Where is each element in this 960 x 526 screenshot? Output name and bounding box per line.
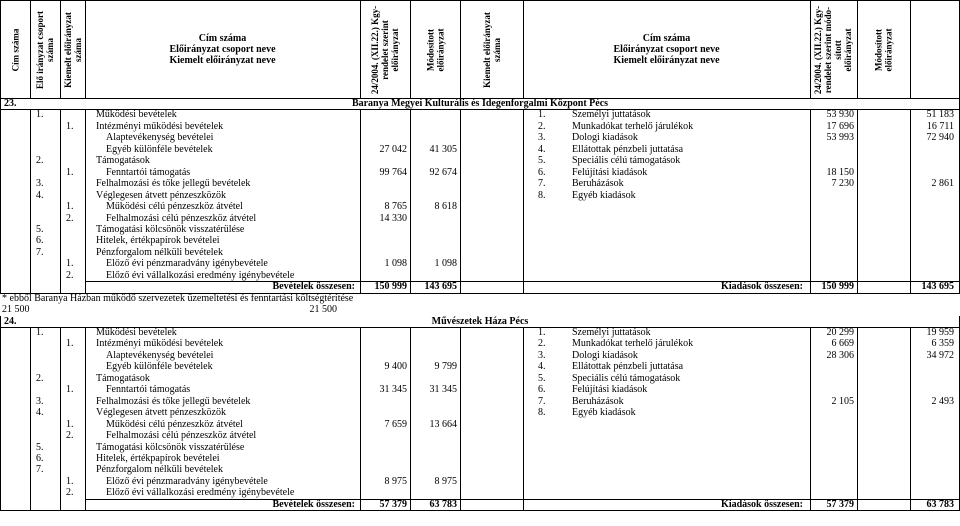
table-row bbox=[0, 407, 960, 418]
grid-line bbox=[910, 109, 911, 292]
income-total-label: Bevételek összesen: bbox=[272, 498, 355, 510]
header-modositott-eloiranyzat-text: Módosított előirányzat bbox=[425, 28, 445, 71]
expense-modified-value: 72 940 bbox=[926, 132, 954, 144]
income-item-name: Fenntartói támogatás bbox=[106, 384, 191, 396]
section-title-row bbox=[0, 98, 960, 110]
table-row bbox=[0, 144, 960, 155]
expense-item-number: 4. bbox=[538, 361, 546, 373]
grid-line bbox=[0, 98, 1, 293]
income-item-name: Működési bevételek bbox=[96, 327, 177, 338]
income-total-label: Bevételek összesen: bbox=[272, 281, 355, 293]
grid-line bbox=[30, 327, 31, 510]
header-title-line: Előirányzat csoport neve bbox=[169, 44, 276, 55]
expense-item-name: Speciális célú támogatások bbox=[572, 155, 681, 167]
table-row bbox=[0, 373, 960, 384]
item-number: 1. bbox=[66, 418, 74, 430]
footnote-text: * ebből Baranya Házban működő szervezetek üzemeltetési és fenntartási költségtérítése bbox=[2, 292, 354, 304]
expense-item-name: Ellátottak pénzbeli juttatása bbox=[572, 361, 684, 373]
income-item-name: Működési célú pénzeszköz átvétel bbox=[106, 201, 243, 213]
table-row bbox=[0, 430, 960, 441]
header-rendelet-modositott-text: 24/2004. (XII.22.) Kgy- rendelet szerint módo- sított előirányzat bbox=[813, 5, 854, 94]
grid-line bbox=[857, 327, 858, 510]
grid-line bbox=[85, 281, 960, 282]
table-row bbox=[0, 327, 960, 338]
section-number: 23. bbox=[4, 98, 17, 109]
table-row bbox=[0, 155, 960, 166]
table-row bbox=[0, 190, 960, 201]
header-title-line: Előirányzat csoport neve bbox=[613, 44, 720, 55]
grid-line bbox=[0, 510, 960, 511]
item-number: 2. bbox=[66, 487, 74, 499]
income-item-name: Véglegesen átvett pénzeszközök bbox=[96, 407, 226, 419]
group-number: 1. bbox=[36, 109, 44, 121]
header-eloiranyzat-csoport-text: Elő irányzat csoport száma bbox=[35, 10, 55, 89]
expense-total-original: 150 999 bbox=[821, 281, 854, 293]
expense-total-label: Kiadások összesen: bbox=[721, 281, 803, 293]
expense-item-name: Beruházások bbox=[572, 178, 624, 190]
group-number: 2. bbox=[36, 155, 44, 167]
grid-line bbox=[360, 109, 361, 292]
income-item-name: Véglegesen átvett pénzeszközök bbox=[96, 189, 226, 201]
grid-line bbox=[85, 327, 86, 510]
header-kiemelt-eloiranyzat-szama bbox=[460, 1, 523, 98]
table-row bbox=[0, 350, 960, 361]
table-row bbox=[0, 178, 960, 189]
expense-item-number: 7. bbox=[538, 178, 546, 190]
group-number: 1. bbox=[36, 327, 44, 338]
item-number: 2. bbox=[66, 212, 74, 224]
expense-modified-value: 19 959 bbox=[926, 327, 954, 338]
income-item-name: Hitelek, értékpapírok bevételei bbox=[96, 235, 220, 247]
income-item-name: Pénzforgalom nélküli bevételek bbox=[96, 246, 223, 258]
expense-item-number: 6. bbox=[538, 384, 546, 396]
income-item-name: Intézményi működési bevételek bbox=[96, 120, 224, 132]
expense-total-modified: 63 783 bbox=[926, 498, 954, 510]
income-original-value: 8 765 bbox=[384, 201, 407, 213]
table-row bbox=[0, 224, 960, 235]
income-item-name: Működési célú pénzeszköz átvétel bbox=[106, 418, 243, 430]
header-rendelet-modositott bbox=[810, 1, 857, 98]
grid-line bbox=[410, 109, 411, 292]
table-row bbox=[0, 247, 960, 258]
expense-item-number: 3. bbox=[538, 132, 546, 144]
expense-original-value: 53 930 bbox=[826, 109, 854, 121]
table-row bbox=[0, 396, 960, 407]
table-row bbox=[0, 361, 960, 372]
expense-item-number: 7. bbox=[538, 395, 546, 407]
table-header bbox=[0, 0, 960, 99]
income-item-name: Hitelek, értékpapírok bevételei bbox=[96, 452, 220, 464]
header-title-line: Kiemelt előirányzat neve bbox=[613, 55, 720, 66]
header-divider bbox=[910, 1, 911, 98]
income-modified-value: 92 674 bbox=[429, 166, 457, 178]
group-number: 4. bbox=[36, 407, 44, 419]
expense-item-name: Felújítási kiadások bbox=[572, 166, 648, 178]
income-total-original: 150 999 bbox=[374, 281, 407, 293]
income-item-name: Egyéb különféle bevételek bbox=[106, 361, 213, 373]
expense-modified-value: 2 493 bbox=[931, 395, 954, 407]
totals-row bbox=[0, 281, 960, 292]
header-modositott-eloiranyzat-right-text: Módosított előirányzat bbox=[873, 28, 894, 71]
income-item-name: Intézményi működési bevételek bbox=[96, 338, 224, 350]
expense-item-name: Dologi kiadások bbox=[572, 132, 638, 144]
footnote-row bbox=[0, 293, 960, 304]
expense-item-name: Személyi juttatások bbox=[572, 327, 651, 338]
header-title-left bbox=[85, 1, 360, 98]
expense-item-name: Felújítási kiadások bbox=[572, 384, 648, 396]
table-row bbox=[0, 384, 960, 395]
expense-item-number: 2. bbox=[538, 120, 546, 132]
section-title: Baranya Megyei Kulturális és Idegenforgalmi Központ Pécs bbox=[351, 98, 609, 109]
section-title: Művészetek Háza Pécs bbox=[431, 315, 529, 327]
item-number: 1. bbox=[66, 475, 74, 487]
income-modified-value: 1 098 bbox=[434, 258, 457, 270]
expense-modified-value: 16 711 bbox=[926, 120, 954, 132]
group-number: 6. bbox=[36, 235, 44, 247]
table-row bbox=[0, 213, 960, 224]
income-modified-value: 8 975 bbox=[434, 475, 457, 487]
income-item-name: Egyéb különféle bevételek bbox=[106, 143, 213, 155]
grid-line bbox=[60, 109, 61, 292]
header-kiemelt-eloiranyzat-text: Kiemelt előirányzat száma bbox=[62, 11, 83, 88]
expense-item-name: Beruházások bbox=[572, 395, 624, 407]
item-number: 2. bbox=[66, 269, 74, 281]
expense-original-value: 28 306 bbox=[826, 349, 854, 361]
grid-line bbox=[810, 109, 811, 292]
income-modified-value: 8 618 bbox=[434, 201, 457, 213]
table-row bbox=[0, 235, 960, 246]
table-row bbox=[0, 487, 960, 498]
header-rendelet-eloiranyzat-text: 24/2004. (XII.22.) Kgy- rendelet szerint előirányzat bbox=[370, 5, 400, 94]
item-number: 2. bbox=[66, 430, 74, 442]
grid-line bbox=[910, 327, 911, 510]
income-item-name: Támogatási kölcsönök visszatérülése bbox=[96, 223, 245, 235]
grid-line bbox=[85, 499, 960, 500]
expense-modified-value: 2 861 bbox=[931, 178, 954, 190]
income-original-value: 27 042 bbox=[379, 143, 407, 155]
income-item-name: Fenntartói támogatás bbox=[106, 166, 191, 178]
footnote-value-2: 21 500 bbox=[309, 304, 337, 316]
group-number: 3. bbox=[36, 178, 44, 190]
income-modified-value: 13 664 bbox=[429, 418, 457, 430]
table-row bbox=[0, 201, 960, 212]
section-number: 24. bbox=[4, 315, 17, 327]
item-number: 1. bbox=[66, 384, 74, 396]
expense-original-value: 18 150 bbox=[826, 166, 854, 178]
grid-line bbox=[0, 316, 1, 511]
expense-modified-value: 6 359 bbox=[931, 338, 954, 350]
income-total-modified: 63 783 bbox=[429, 498, 457, 510]
income-total-original: 57 379 bbox=[379, 498, 407, 510]
header-title-line: Cím száma bbox=[642, 33, 691, 44]
footnote-value-1: 21 500 bbox=[2, 304, 30, 316]
header-rendelet-eloiranyzat bbox=[360, 1, 410, 98]
income-original-value: 14 330 bbox=[379, 212, 407, 224]
table-row bbox=[0, 132, 960, 143]
expense-item-number: 8. bbox=[538, 189, 546, 201]
income-item-name: Pénzforgalom nélküli bevételek bbox=[96, 464, 223, 476]
income-modified-value: 41 305 bbox=[429, 143, 457, 155]
item-number: 1. bbox=[66, 258, 74, 270]
item-number: 1. bbox=[66, 338, 74, 350]
table-row bbox=[0, 476, 960, 487]
income-item-name: Felhalmozási és tőke jellegű bevételek bbox=[96, 178, 251, 190]
expense-original-value: 20 299 bbox=[826, 327, 854, 338]
expense-item-number: 3. bbox=[538, 349, 546, 361]
income-item-name: Felhalmozási és tőke jellegű bevételek bbox=[96, 395, 251, 407]
group-number: 5. bbox=[36, 441, 44, 453]
table-row bbox=[0, 453, 960, 464]
grid-line bbox=[523, 327, 524, 510]
expense-original-value: 2 105 bbox=[831, 395, 854, 407]
income-item-name: Alaptevékenység bevételei bbox=[106, 132, 214, 144]
income-original-value: 1 098 bbox=[384, 258, 407, 270]
income-item-name: Támogatási kölcsönök visszatérülése bbox=[96, 441, 245, 453]
header-modositott-eloiranyzat bbox=[410, 1, 460, 98]
expense-item-name: Egyéb kiadások bbox=[572, 189, 636, 201]
group-number: 2. bbox=[36, 372, 44, 384]
grid-line bbox=[523, 109, 524, 292]
income-item-name: Felhalmozási célú pénzeszköz átvétel bbox=[106, 430, 257, 442]
group-number: 5. bbox=[36, 223, 44, 235]
expense-original-value: 17 696 bbox=[826, 120, 854, 132]
income-original-value: 7 659 bbox=[384, 418, 407, 430]
expense-item-number: 1. bbox=[538, 327, 546, 338]
totals-row bbox=[0, 499, 960, 510]
income-item-name: Működési bevételek bbox=[96, 109, 177, 121]
grid-line bbox=[857, 109, 858, 292]
income-item-name: Támogatások bbox=[96, 372, 150, 384]
income-item-name: Előző évi vállalkozási eredmény igénybevétele bbox=[106, 487, 295, 499]
income-original-value: 99 764 bbox=[379, 166, 407, 178]
income-original-value: 8 975 bbox=[384, 475, 407, 487]
expense-item-name: Egyéb kiadások bbox=[572, 407, 636, 419]
expense-modified-value: 51 183 bbox=[926, 109, 954, 121]
item-number: 1. bbox=[66, 166, 74, 178]
footnote-values-row bbox=[0, 304, 960, 315]
expense-item-number: 6. bbox=[538, 166, 546, 178]
expense-total-original: 57 379 bbox=[826, 498, 854, 510]
section-title-row bbox=[0, 316, 960, 328]
header-eloiranyzat-csoport bbox=[30, 1, 60, 98]
expense-item-name: Ellátottak pénzbeli juttatása bbox=[572, 143, 684, 155]
group-number: 3. bbox=[36, 395, 44, 407]
header-title-right bbox=[523, 1, 810, 98]
income-modified-value: 31 345 bbox=[429, 384, 457, 396]
grid-line bbox=[60, 327, 61, 510]
table-row bbox=[0, 270, 960, 281]
table-row bbox=[0, 258, 960, 269]
header-modositott-eloiranyzat-right bbox=[857, 1, 910, 98]
grid-line bbox=[460, 327, 461, 510]
header-kiemelt-eloiranyzat bbox=[60, 1, 85, 98]
expense-item-number: 4. bbox=[538, 143, 546, 155]
header-title-line: Cím száma bbox=[198, 33, 247, 44]
expense-item-name: Speciális célú támogatások bbox=[572, 372, 681, 384]
group-number: 7. bbox=[36, 246, 44, 258]
item-number: 1. bbox=[66, 201, 74, 213]
expense-total-modified: 143 695 bbox=[921, 281, 954, 293]
header-title-line: Kiemelt előirányzat neve bbox=[169, 55, 276, 66]
grid-line bbox=[410, 327, 411, 510]
header-cim-szama bbox=[0, 1, 30, 98]
grid-line bbox=[85, 109, 86, 292]
expense-item-number: 5. bbox=[538, 372, 546, 384]
income-item-name: Előző évi pénzmaradvány igénybevétele bbox=[106, 258, 268, 270]
expense-original-value: 53 993 bbox=[826, 132, 854, 144]
header-cim-szama-text: Cím száma bbox=[10, 28, 20, 71]
expense-item-name: Munkadókat terhelő járulékok bbox=[572, 120, 694, 132]
income-original-value: 9 400 bbox=[384, 361, 407, 373]
income-total-modified: 143 695 bbox=[424, 281, 457, 293]
income-item-name: Támogatások bbox=[96, 155, 150, 167]
expense-item-number: 2. bbox=[538, 338, 546, 350]
grid-line bbox=[810, 327, 811, 510]
grid-line bbox=[360, 327, 361, 510]
income-item-name: Felhalmozási célú pénzeszköz átvétel bbox=[106, 212, 257, 224]
table-row bbox=[0, 419, 960, 430]
expense-item-number: 8. bbox=[538, 407, 546, 419]
header-kiemelt-eloiranyzat-szama-text: Kiemelt előirányzat száma bbox=[481, 11, 502, 88]
expense-item-number: 5. bbox=[538, 155, 546, 167]
table-row bbox=[0, 464, 960, 475]
income-modified-value: 9 799 bbox=[434, 361, 457, 373]
group-number: 7. bbox=[36, 464, 44, 476]
table-row bbox=[0, 338, 960, 349]
table-row bbox=[0, 121, 960, 132]
expense-item-name: Személyi juttatások bbox=[572, 109, 651, 121]
group-number: 6. bbox=[36, 452, 44, 464]
grid-line bbox=[30, 109, 31, 292]
table-row bbox=[0, 167, 960, 178]
income-item-name: Alaptevékenység bevételei bbox=[106, 349, 214, 361]
expense-original-value: 6 669 bbox=[831, 338, 854, 350]
table-row bbox=[0, 109, 960, 120]
expense-item-name: Dologi kiadások bbox=[572, 349, 638, 361]
expense-item-name: Munkadókat terhelő járulékok bbox=[572, 338, 694, 350]
table-row bbox=[0, 442, 960, 453]
income-item-name: Előző évi pénzmaradvány igénybevétele bbox=[106, 475, 268, 487]
expense-modified-value: 34 972 bbox=[926, 349, 954, 361]
expense-item-number: 1. bbox=[538, 109, 546, 121]
expense-original-value: 7 230 bbox=[831, 178, 854, 190]
group-number: 4. bbox=[36, 189, 44, 201]
income-item-name: Előző évi vállalkozási eredmény igénybevétele bbox=[106, 269, 295, 281]
grid-line bbox=[460, 109, 461, 292]
income-original-value: 31 345 bbox=[379, 384, 407, 396]
expense-total-label: Kiadások összesen: bbox=[721, 498, 803, 510]
item-number: 1. bbox=[66, 120, 74, 132]
